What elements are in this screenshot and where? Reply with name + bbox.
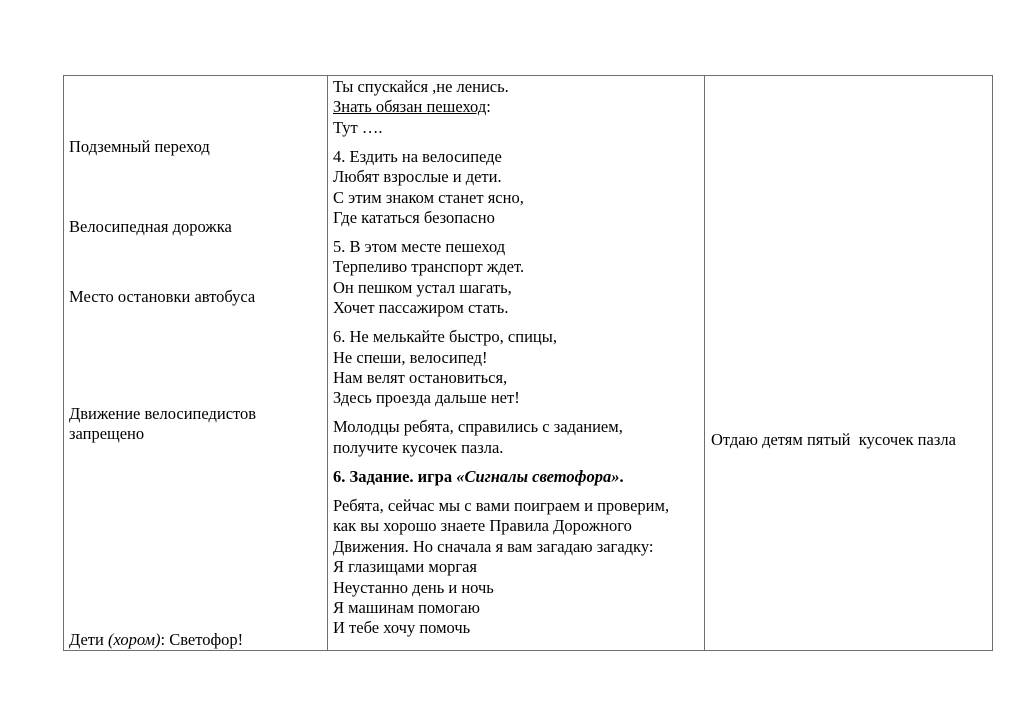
answer-dvizhenie-zapreshcheno (69, 404, 323, 445)
lesson-plan-table (63, 75, 993, 651)
text-line: Здесь проезда дальше нет! (333, 388, 520, 408)
answer-mesto-ostanovki: Место остановки автобуса (69, 287, 256, 306)
text-line: Неустанно день и ночь (333, 577, 494, 597)
task-6-heading (333, 467, 698, 487)
text-line: Я машинам помогаю (333, 597, 480, 617)
answers-column (64, 76, 328, 650)
text-line: как вы хорошо знаете Правила Дорожного (333, 516, 632, 536)
text-line (333, 97, 698, 117)
text-line: запрещено (69, 424, 145, 444)
text-line: Терпеливо транспорт ждет. (333, 257, 525, 277)
riddle-6 (333, 327, 698, 409)
text-line: Движение велосипедистов (69, 404, 257, 423)
answer-deti-svetofor (69, 630, 323, 650)
text-line: Молодцы ребята, справились с заданием, (333, 417, 623, 437)
text-line: Я глазищами моргая (333, 557, 478, 577)
text-line: Нам велят остановиться, (333, 368, 508, 388)
praise-text (333, 417, 698, 458)
text-line: Любят взрослые и дети. (333, 167, 502, 187)
text-line: Тут …. (333, 117, 383, 137)
riddle-4 (333, 147, 698, 229)
text-line: И тебе хочу помочь (333, 618, 471, 638)
answer-podzemny-perekhod: Подземный переход (69, 137, 210, 156)
text-line: Он пешком устал шагать, (333, 277, 512, 297)
answer-velosipednaya-dorozhka: Велосипедная дорожка (69, 217, 232, 236)
text-line: Движения. Но сначала я вам загадаю загадку: (333, 536, 654, 556)
text-line: Где кататься безопасно (333, 208, 495, 228)
script-column (328, 76, 705, 650)
text-span: : Светофор! (160, 630, 244, 649)
text-span: Дети (69, 630, 108, 649)
text-line: Ребята, сейчас мы с вами поиграем и проверим, (333, 495, 670, 515)
notes-column (705, 76, 992, 650)
riddle-5 (333, 237, 698, 319)
text-line: С этим знаком станет ясно, (333, 187, 524, 207)
underlined-text: Знать обязан пешеход (333, 97, 487, 117)
game-title-italic: «Сигналы светофора» (456, 466, 620, 486)
riddle-3-ending (333, 77, 698, 138)
text-line: получите кусочек пазла. (333, 437, 504, 457)
text-line: 5. В этом месте пешеход (333, 237, 506, 257)
text-span-italic: (хором) (107, 630, 161, 649)
text-span-bold: . (619, 466, 624, 486)
text-line: 4. Ездить на велосипеде (333, 146, 502, 166)
text-line (333, 467, 698, 487)
game-intro-and-riddle (333, 496, 698, 639)
text-line: 6. Не мелькайте быстро, спицы, (333, 327, 557, 347)
text-line: Хочет пассажиром стать. (333, 298, 509, 318)
text-span: : (486, 97, 491, 117)
text-span-bold: 6. Задание. игра (333, 466, 457, 486)
text-line: Не спеши, велосипед! (333, 347, 488, 367)
text-line: Ты спускайся ,не ленись. (333, 77, 509, 96)
teacher-note-puzzle-piece: Отдаю детям пятый кусочек пазла (711, 430, 956, 449)
